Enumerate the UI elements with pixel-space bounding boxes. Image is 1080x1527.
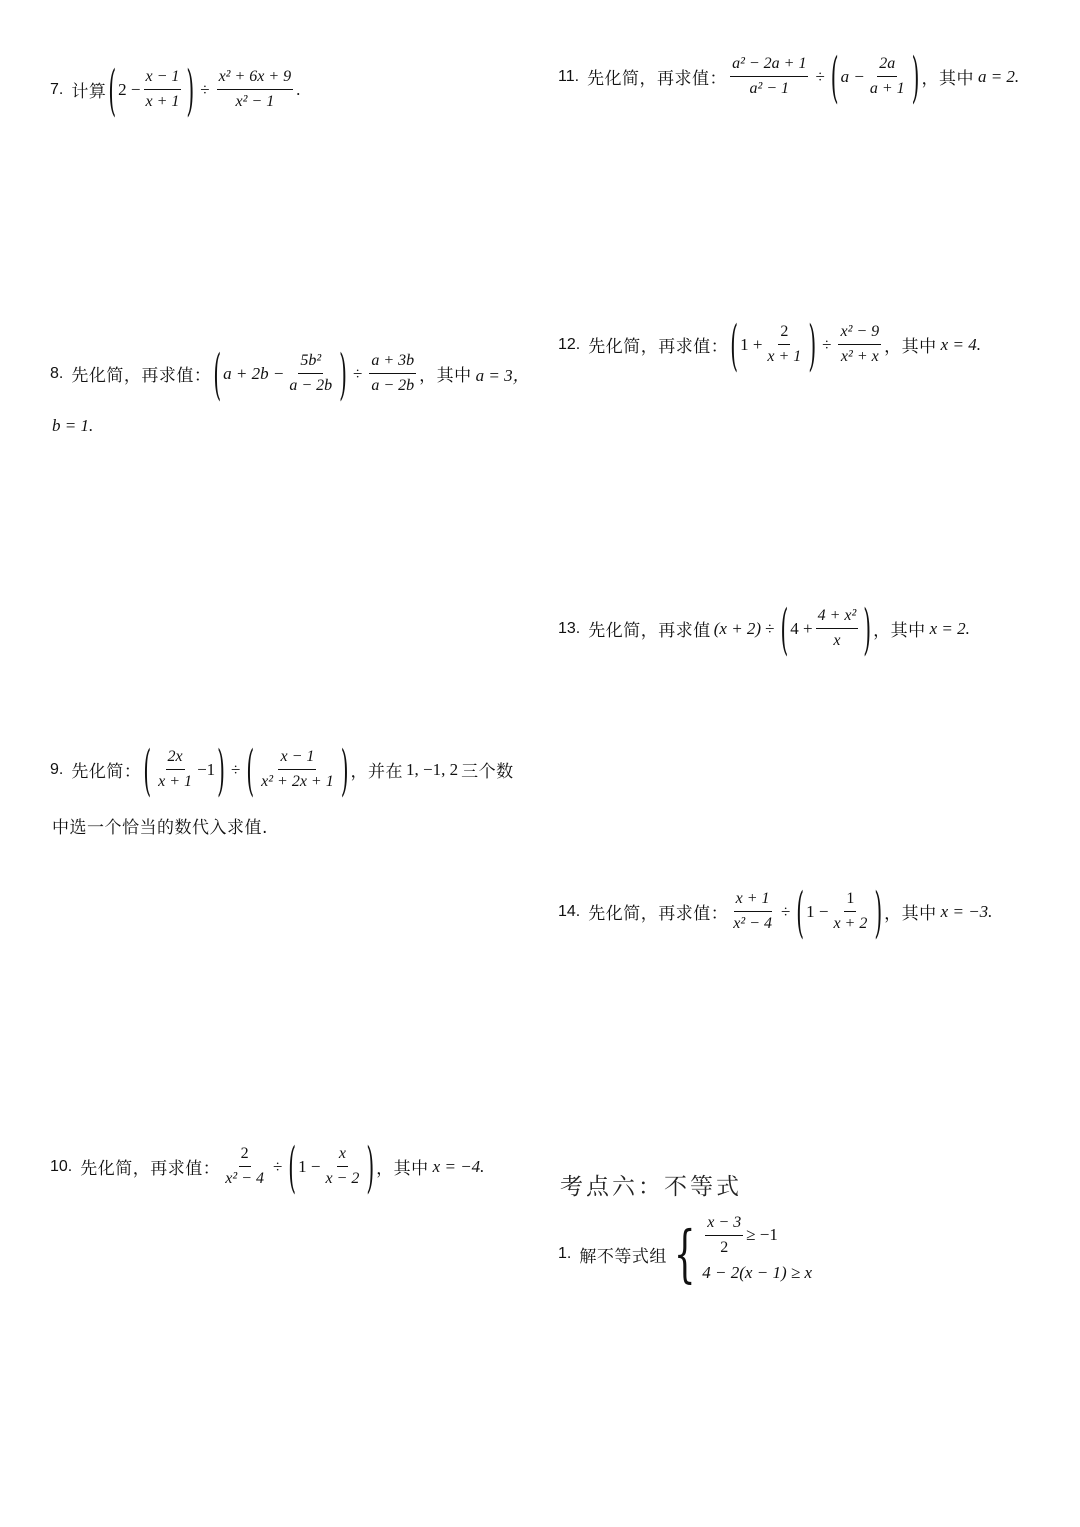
- fraction: [144, 68, 182, 111]
- problem-number: 11.: [558, 67, 580, 85]
- right-paren: ): [366, 1134, 375, 1199]
- division-sign: ÷: [780, 901, 791, 921]
- problem-13: [558, 596, 970, 661]
- problem-instruction: 先化简，再求值：: [71, 366, 212, 386]
- fraction: [259, 748, 336, 791]
- fraction-numerator: x − 1: [144, 68, 182, 90]
- right-paren: ): [340, 737, 349, 802]
- condition-value: x = −4.: [432, 1156, 485, 1176]
- fraction: [730, 55, 808, 98]
- condition-label: ，其中: [873, 621, 926, 641]
- left-brace: {: [673, 1217, 696, 1290]
- fraction-numerator: 2x: [166, 748, 185, 770]
- fraction-denominator: x + 1: [767, 348, 802, 365]
- inequality-expression: 4 − 2(x − 1) ≥ x: [702, 1263, 812, 1282]
- condition-label: ，其中: [376, 1159, 429, 1179]
- left-paren: (: [730, 312, 739, 377]
- fraction: [731, 890, 774, 933]
- fraction: [223, 1145, 266, 1188]
- problem-10: [50, 1134, 485, 1199]
- fraction-denominator: 2: [720, 1238, 729, 1256]
- inequality-system: [667, 1213, 812, 1292]
- right-paren: ): [808, 312, 817, 377]
- fraction: [287, 352, 334, 395]
- right-paren: ): [339, 341, 347, 406]
- problem-number: 9.: [50, 760, 64, 778]
- fraction-numerator: x² + 6x + 9: [217, 68, 294, 90]
- left-paren: (: [288, 1134, 297, 1199]
- problem-instruction: 先化简，再求值：: [587, 69, 728, 89]
- fraction-denominator: a − 2b: [371, 377, 415, 394]
- problem-8: [50, 341, 530, 406]
- math-term: a −: [840, 66, 865, 86]
- problem-8-continuation: b = 1.: [52, 416, 94, 435]
- fraction-numerator: 2: [778, 323, 790, 345]
- fraction: [705, 1214, 743, 1257]
- condition-value: x = 4.: [940, 334, 981, 354]
- problem-number: 13.: [558, 619, 581, 637]
- division-sign: ÷: [272, 1156, 283, 1176]
- fraction-numerator: a² − 2a + 1: [730, 55, 808, 77]
- fraction: [765, 323, 803, 366]
- fraction: [816, 607, 859, 650]
- fraction: [156, 748, 194, 791]
- problem-instruction: 先化简：: [71, 762, 142, 782]
- system-row-2: [702, 1254, 812, 1292]
- section-title: 考点六：不等式: [560, 1174, 742, 1200]
- condition-value: a = 2.: [977, 66, 1020, 86]
- problem-9: [50, 737, 514, 802]
- fraction-numerator: 2: [239, 1145, 251, 1167]
- instruction-text: 三个数: [461, 762, 514, 782]
- number-choices: 1, −1, 2: [406, 759, 459, 779]
- division-sign: ÷: [822, 334, 832, 354]
- fraction-denominator: x² + 2x + 1: [261, 773, 334, 790]
- condition-label: ，其中: [884, 337, 937, 357]
- right-paren: ): [863, 596, 872, 661]
- fraction-denominator: x + 2: [833, 915, 868, 932]
- instruction-text: ，并在: [350, 762, 404, 782]
- fraction: [369, 352, 416, 395]
- system-rows: [702, 1213, 812, 1292]
- fraction-numerator: x + 1: [734, 890, 772, 912]
- problem-instruction: 计算: [71, 82, 107, 102]
- fraction-denominator: x + 1: [145, 93, 180, 110]
- fraction-denominator: a − 2b: [289, 377, 333, 394]
- fraction-numerator: a + 3b: [369, 352, 416, 374]
- problem-number: 14.: [558, 902, 581, 920]
- inequality-rhs: ≥ −1: [746, 1225, 778, 1244]
- condition-label: ，其中: [884, 904, 937, 924]
- problem-number: 7.: [50, 80, 64, 98]
- left-paren: (: [246, 737, 255, 802]
- fraction: [838, 323, 881, 366]
- condition-value: a = 3，: [475, 366, 530, 385]
- fraction: [831, 890, 869, 933]
- inequality-problem-1: [558, 1213, 812, 1292]
- fraction: [323, 1145, 361, 1188]
- condition-label: ，其中: [921, 69, 974, 89]
- fraction-numerator: 4 + x²: [816, 607, 859, 629]
- left-paren: (: [780, 596, 789, 661]
- problem-instruction: 先化简，再求值：: [588, 904, 729, 924]
- division-sign: ÷: [200, 79, 210, 99]
- fraction-denominator: x² + x: [840, 348, 879, 365]
- problem-7: [50, 57, 301, 122]
- problem-number: 12.: [558, 335, 581, 353]
- problem-12: [558, 312, 981, 377]
- fraction-numerator: 1: [844, 890, 856, 912]
- fraction-denominator: a + 1: [869, 80, 905, 97]
- problem-number: 10.: [50, 1157, 73, 1175]
- fraction-denominator: x² − 1: [235, 93, 275, 110]
- fraction-denominator: x: [833, 632, 841, 649]
- problem-instruction: 先化简，再求值：: [588, 337, 729, 357]
- division-sign: ÷: [765, 618, 775, 638]
- problem-number: 1.: [558, 1245, 572, 1262]
- system-row-1: [702, 1213, 812, 1256]
- right-paren: ): [217, 737, 225, 802]
- fraction-denominator: x² − 4: [733, 915, 772, 932]
- fraction-numerator: x² − 9: [838, 323, 881, 345]
- math-term: 1 −: [806, 901, 829, 921]
- period: .: [296, 79, 301, 99]
- condition-label: ，其中: [419, 366, 472, 386]
- problem-11: [558, 44, 1020, 109]
- left-paren: (: [213, 341, 222, 406]
- left-paren: (: [796, 879, 805, 944]
- fraction-denominator: a² − 1: [749, 80, 790, 97]
- fraction-numerator: x − 1: [278, 748, 316, 770]
- problem-instruction: 解不等式组: [579, 1246, 667, 1267]
- math-term: −1: [197, 759, 216, 779]
- division-sign: ÷: [352, 363, 363, 383]
- problem-instruction: 先化简，再求值：: [80, 1159, 221, 1179]
- condition-value: x = 2.: [929, 618, 970, 638]
- math-term: 1 +: [740, 334, 763, 354]
- fraction: [868, 55, 907, 98]
- problem-14: [558, 879, 993, 944]
- problem-9-continuation: 中选一个恰当的数代入求值.: [52, 818, 268, 838]
- fraction-numerator: x: [337, 1145, 348, 1167]
- fraction-denominator: x² − 4: [225, 1170, 264, 1187]
- math-term: (x + 2): [713, 618, 762, 638]
- division-sign: ÷: [230, 759, 241, 779]
- math-term: 1 −: [298, 1156, 321, 1176]
- math-term: 4 +: [790, 618, 813, 638]
- math-term: a + 2b −: [223, 363, 285, 383]
- fraction-denominator: x − 2: [325, 1170, 360, 1187]
- right-paren: ): [874, 879, 883, 944]
- problem-number: 8.: [50, 364, 64, 382]
- fraction-numerator: x − 3: [705, 1214, 743, 1236]
- fraction-denominator: x + 1: [158, 773, 193, 790]
- fraction: [217, 68, 294, 111]
- problem-instruction: 先化简，再求值: [588, 621, 711, 641]
- fraction-numerator: 2a: [877, 55, 897, 77]
- condition-value: x = −3.: [940, 901, 993, 921]
- left-paren: (: [108, 57, 117, 122]
- right-paren: ): [911, 44, 920, 109]
- math-term: 2 −: [118, 79, 141, 99]
- fraction-numerator: 5b²: [298, 352, 323, 374]
- left-paren: (: [143, 737, 152, 802]
- left-paren: (: [830, 44, 839, 109]
- right-paren: ): [186, 57, 195, 122]
- division-sign: ÷: [815, 66, 825, 86]
